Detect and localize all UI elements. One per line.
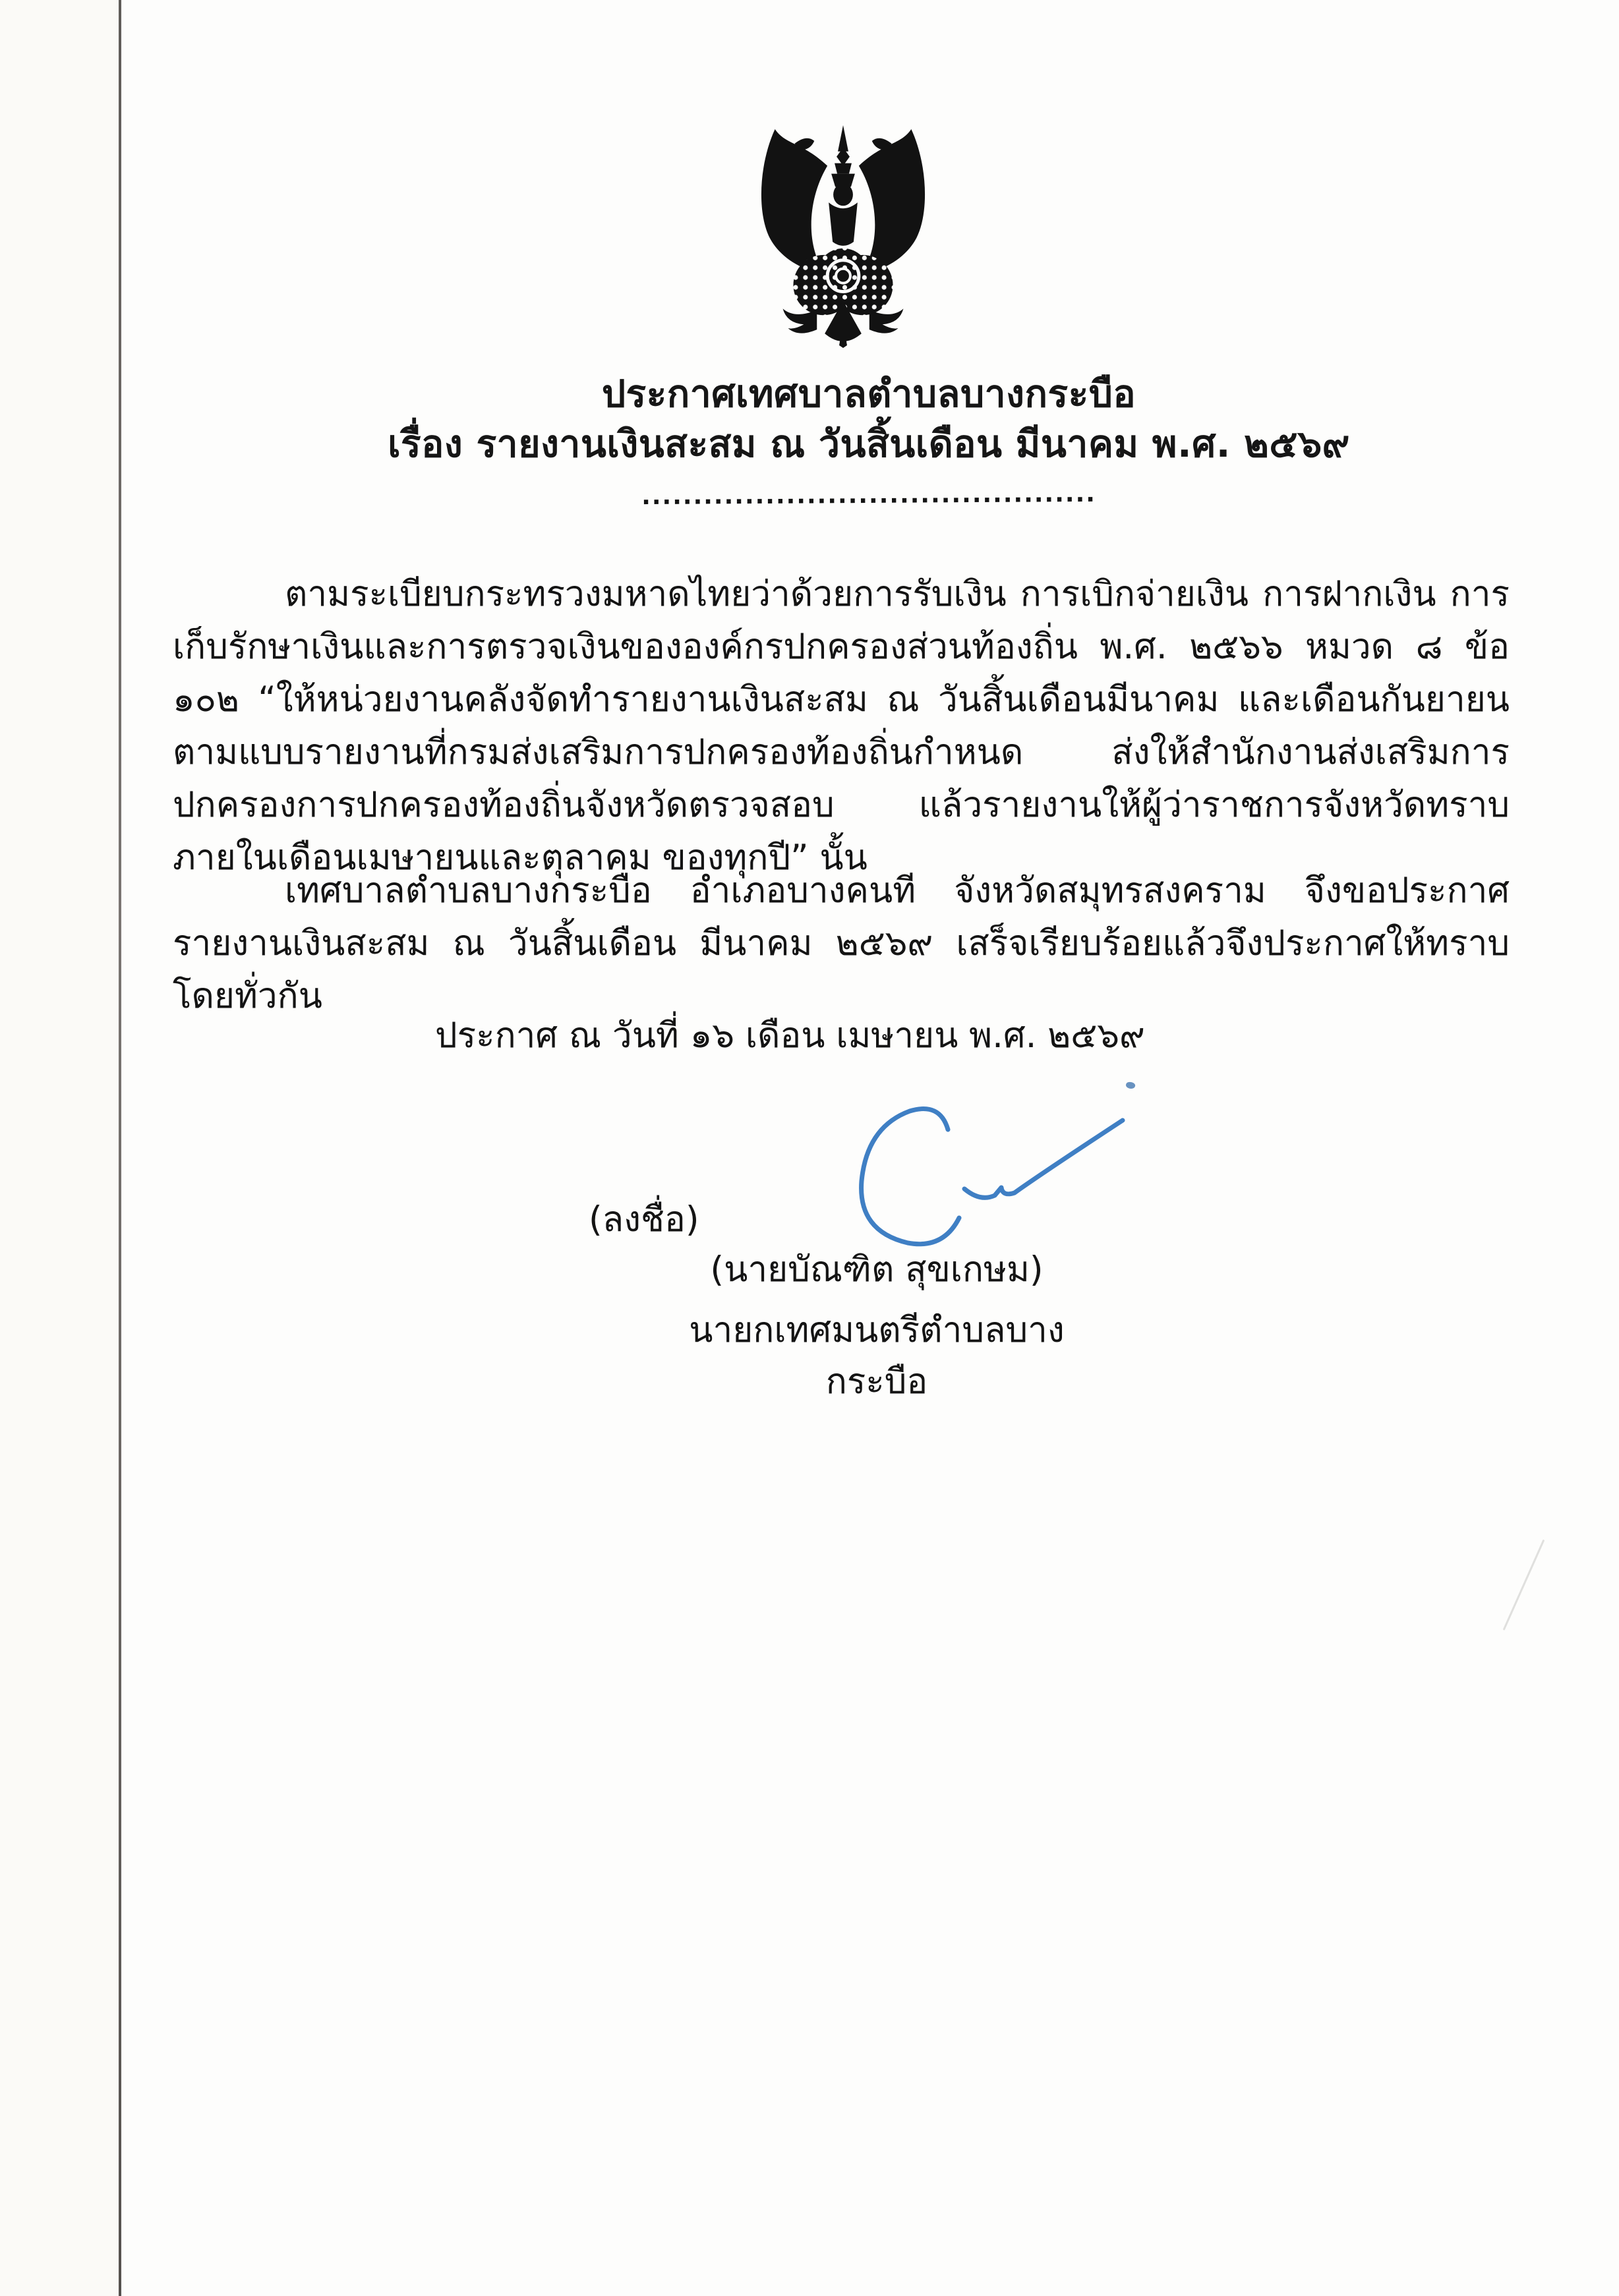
handwritten-signature [808,1089,1144,1263]
scan-edge-line [119,0,121,2296]
signed-label: (ลงชื่อ) [589,1199,699,1240]
document-header [119,369,1619,511]
document-title: ประกาศเทศบาลตำบลบางกระบือ [601,372,1136,416]
scan-margin-strip [0,0,119,2296]
garuda-emblem-icon [750,125,936,348]
announcement-date-line: ประกาศ ณ วันที่ ๑๖ เดือน เมษายน พ.ศ. ๒๕๖๙ [435,1016,1145,1056]
signer-title: นายกเทศมนตรีตำบลบางกระบือ [689,1310,1065,1402]
signer-name: (นายบัณฑิต สุขเกษม) [710,1249,1044,1290]
document-subject: เรื่อง รายงานเงินสะสม ณ วันสิ้นเดือน มีนาคม พ.ศ. ๒๕๖๙ [388,422,1350,466]
body-paragraph-2: เทศบาลตำบลบางกระบือ อำเภอบางคนที จังหวัดสมุทรสงคราม จึงขอประกาศรายงานเงินสะสม ณ วันสิ้นเดือน มีนาคม ๒๕๖๙ เสร็จเรียบร้อยแล้วจึงประกาศให้ทราบโดยทั่วกัน [173,871,1510,1016]
body-paragraph-1: ตามระเบียบกระทรวงมหาดไทยว่าด้วยการรับเงิน การเบิกจ่ายเงิน การฝากเงิน การเก็บรักษาเงินและการตรวจเงินขององค์กรปกครองส่วนท้องถิ่น พ.ศ. ๒๕๖๖ หมวด ๘ ข้อ ๑๐๒ “ให้หน่วยงานคลังจัดทำรายงานเงินสะสม ณ วันสิ้นเดือนมีนาคม และเดือนกันยายน ตามแบบรายงานที่กรมส่งเสริมการปกครองท้องถิ่นกำหนด ส่งให้สำนักงานส่งเสริมการปกครองการปกครองท้องถิ่นจังหวัดตรวจสอบ แล้วรายงานให้ผู้ว่าราชการจังหวัดทราบภายในเดือนเมษายนและตุลาคม ของทุกปี” นั้น [173,574,1510,878]
dotted-divider: ............................................ [641,480,1096,511]
paper-crease [1503,1539,1545,1630]
signature-block [646,1244,1107,1408]
